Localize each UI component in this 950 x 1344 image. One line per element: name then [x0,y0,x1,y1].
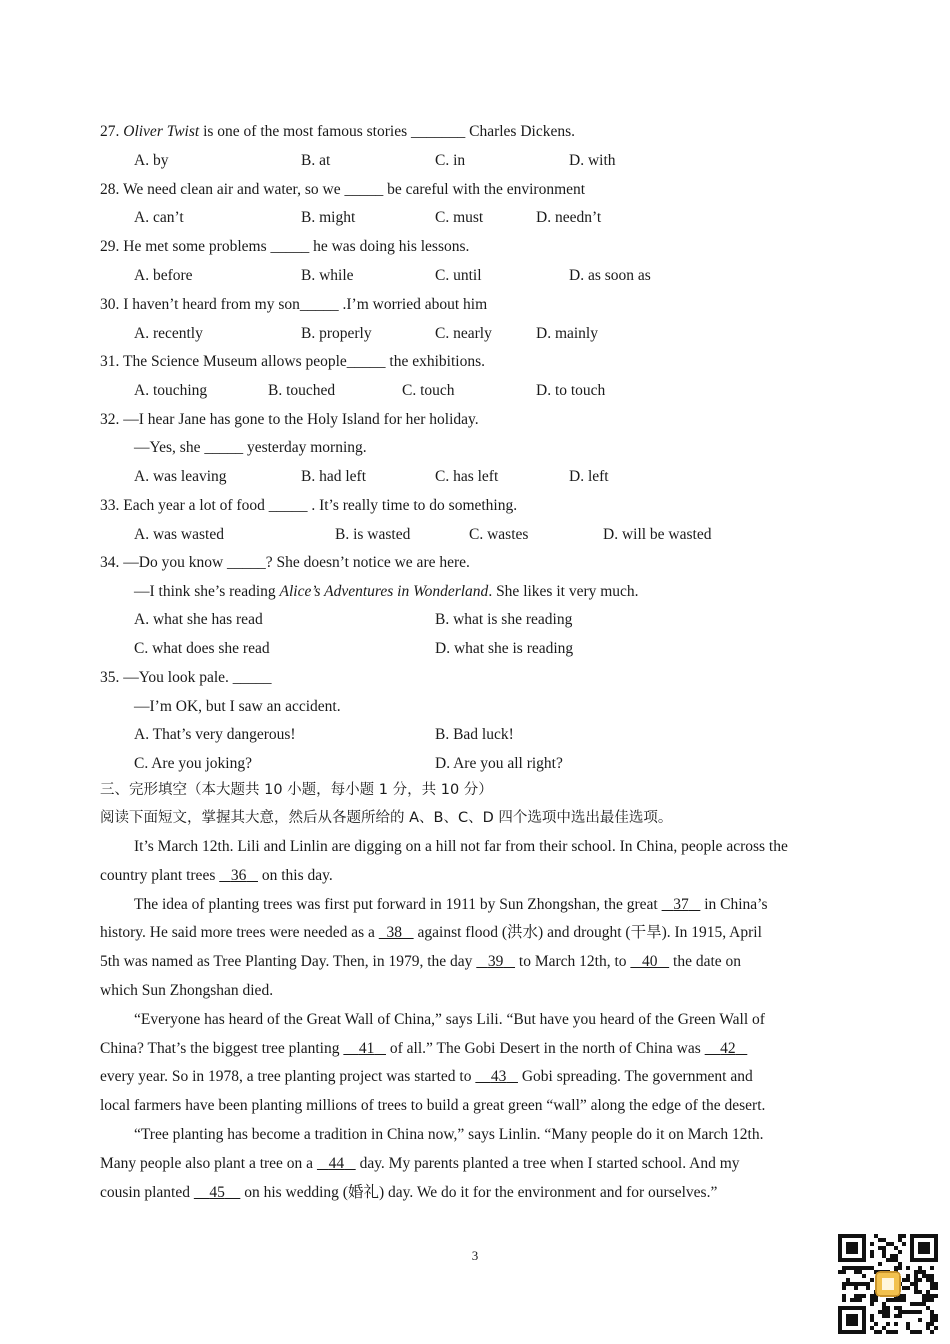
option-28-d: D. needn’t [536,209,602,226]
option-27-b: B. at [301,152,331,169]
option-34-b: B. what is she reading [435,611,573,628]
question-33-stem: 33. Each year a lot of food _____ . It’s really time to do something. [100,497,518,514]
option-29-c: C. until [435,267,482,284]
passage-line: China? That’s the biggest tree planting 41 of all.” The Gobi Desert in the north of China was 42 [100,1035,845,1064]
option-31-c: C. touch [402,382,455,399]
option-31-d: D. to touch [536,382,606,399]
option-27-a: A. by [134,152,169,169]
blank-42: 42 [720,1039,736,1057]
option-28-b: B. might [301,209,356,226]
passage-line: history. He said more trees were needed as a 38 against flood (洪水) and drought (干旱). In 1915, April [100,919,845,948]
option-31-a: A. touching [134,382,208,399]
option-33-d: D. will be wasted [603,526,712,543]
option-31-b: B. touched [268,382,336,399]
passage-line: 5th was named as Tree Planting Day. Then, in 1979, the day 39 to March 12th, to 40 the date on [100,948,845,977]
blank-39: 39 [487,953,504,971]
passage-line: It’s March 12th. Lili and Linlin are digging on a hill not far from their school. In China, people across the [134,838,788,855]
blank-40: 40 [642,953,658,971]
option-27-d: D. with [569,152,616,169]
question-35-stem: 35. —You look pale. _____ [100,669,272,686]
passage-line: which Sun Zhongshan died. [100,981,274,999]
page-number: 3 [471,1248,479,1263]
option-30-c: C. nearly [435,325,492,342]
passage-line: country plant trees 36 on this day. [100,862,845,891]
question-30-stem: 30. I haven’t heard from my son_____ .I’m worried about him [100,296,488,313]
option-32-a: A. was leaving [134,468,227,485]
blank-45: 45 [209,1183,225,1201]
option-32-b: B. had left [301,468,366,485]
passage-line: cousin planted 45 on his wedding (婚礼) day. We do it for the environment and for ourselves.” [100,1179,845,1208]
option-29-a: A. before [134,267,193,284]
option-30-b: B. properly [301,325,372,342]
option-29-d: D. as soon as [569,267,651,284]
option-28-a: A. can’t [134,209,184,226]
question-31-stem: 31. The Science Museum allows people_____ the exhibitions. [100,353,485,370]
qr-code-icon [838,1234,938,1334]
passage-line: The idea of planting trees was first put forward in 1911 by Sun Zhongshan, the great 37 in China’s [100,891,845,920]
question-32-stem: 32. —I hear Jane has gone to the Holy Island for her holiday. [100,411,479,428]
question-34-stem: 34. —Do you know _____? She doesn’t notice we are here. [100,554,470,571]
blank-43: 43 [490,1068,507,1086]
option-35-a: A. That’s very dangerous! [134,726,296,743]
option-34-d: D. what she is reading [435,640,574,657]
section-instruction: 阅读下面短文，掌握其大意，然后从各题所给的 A、B、C、D 四个选项中选出最佳选项。 [100,810,673,826]
question-34-reply: —I think she’s reading Alice’s Adventures in Wonderland. She likes it very much. [134,583,639,600]
question-35-reply: —I’m OK, but I saw an accident. [134,698,341,715]
option-34-c: C. what does she read [134,640,270,657]
option-29-b: B. while [301,267,354,284]
option-28-c: C. must [435,209,484,226]
passage [100,833,845,1207]
passage-line: “Tree planting has become a tradition in China now,” says Linlin. “Many people do it on March 12th. [134,1125,764,1143]
option-33-a: A. was wasted [134,526,224,543]
question-32-reply: —Yes, she _____ yesterday morning. [134,439,367,456]
blank-37: 37 [673,895,689,913]
blank-44: 44 [328,1154,345,1172]
passage-line: local farmers have been planting millions of trees to build a great green “wall” along the edge of the desert. [100,1097,766,1115]
option-32-c: C. has left [435,468,499,485]
option-30-d: D. mainly [536,325,598,342]
passage-line: every year. So in 1978, a tree planting project was started to 43 Gobi spreading. The government and [100,1063,845,1092]
question-28-stem: 28. We need clean air and water, so we _____ be careful with the environment [100,181,586,198]
option-33-c: C. wastes [469,526,529,543]
blank-41: 41 [358,1039,375,1057]
option-35-d: D. Are you all right? [435,755,563,772]
option-34-a: A. what she has read [134,611,263,628]
passage-line: Many people also plant a tree on a 44 day. My parents planted a tree when I started school. And my [100,1150,845,1179]
option-32-d: D. left [569,468,609,485]
option-27-c: C. in [435,152,466,169]
option-35-b: B. Bad luck! [435,726,514,743]
blank-36: 36 [230,866,247,884]
option-33-b: B. is wasted [335,526,411,543]
passage-line: “Everyone has heard of the Great Wall of China,” says Lili. “But have you heard of the Green Wall of [134,1010,765,1028]
option-30-a: A. recently [134,325,203,342]
question-29-stem: 29. He met some problems _____ he was doing his lessons. [100,238,470,255]
blank-38: 38 [386,924,402,942]
option-35-c: C. Are you joking? [134,755,252,772]
section-title: 三、完形填空（本大题共 10 小题，每小题 1 分，共 10 分） [100,782,493,798]
question-27-stem: 27. Oliver Twist is one of the most famous stories _______ Charles Dickens. [100,123,576,140]
